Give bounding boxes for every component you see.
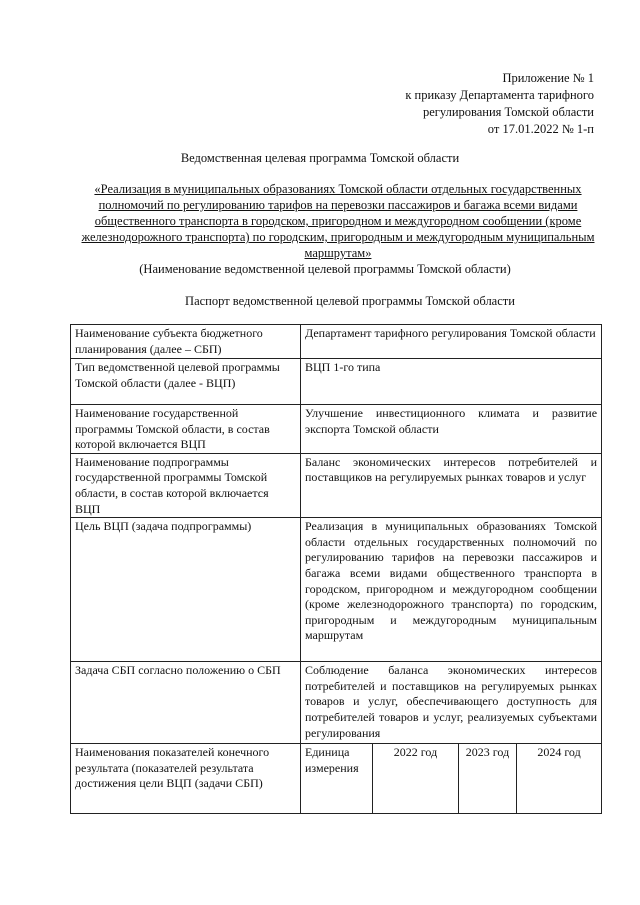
- table-row: [71, 662, 602, 744]
- appendix-line: регулирования Томской области: [422, 105, 594, 119]
- appendix-line: Приложение № 1: [502, 71, 594, 85]
- appendix-block: [405, 70, 594, 138]
- appendix-line: от 17.01.2022 № 1-п: [487, 122, 594, 136]
- table-row: [71, 518, 602, 662]
- passport-table: [70, 324, 602, 814]
- table-row: [71, 405, 602, 454]
- program-title: Ведомственная целевая программа Томской области: [180, 151, 460, 165]
- row-label: Задача СБП согласно положению о СБП: [71, 662, 301, 744]
- row-value: ВЦП 1-го типа: [301, 359, 602, 405]
- row-label: Цель ВЦП (задача подпрограммы): [71, 518, 301, 662]
- year-header-2022: 2022 год: [373, 744, 459, 814]
- indicators-label: Наименования показателей конечного результата (показателей результата достижения цели ВЦП (задачи СБП): [71, 744, 301, 814]
- row-label: Наименование подпрограммы государственной программы Томской области, в состав которой включается ВЦП: [71, 453, 301, 517]
- row-label: Наименование субъекта бюджетного планирования (далее – СБП): [71, 325, 301, 359]
- appendix-line: к приказу Департамента тарифного: [405, 88, 594, 102]
- row-value: Реализация в муниципальных образованиях Томской области отдельных государственных полномочий по регулированию тарифов на перевозки пассажиров и багажа всеми видами общественного транспорта в городском, пригородном и междугородном сообщении (кроме железнодорожного транспорта) по городским, пригородным и междугородным муниципальным маршрутам: [301, 518, 602, 662]
- table-row: [71, 359, 602, 405]
- row-value: Департамент тарифного регулирования Томской области: [301, 325, 602, 359]
- program-name-text: «Реализация в муниципальных образованиях Томской области отдельных государственных полномочий по регулированию тарифов на перевозки пассажиров и багажа всеми видами общественного транспорта в городском, пригородном и междугородном сообщении (кроме железнодорожного транспорта) по городским, пригородным и междугородным муниципальным маршрутам»: [81, 182, 595, 260]
- year-header-2024: 2024 год: [517, 744, 602, 814]
- row-value: Баланс экономических интересов потребителей и поставщиков на регулируемых рынках товаров и услуг: [301, 453, 602, 517]
- row-value: Соблюдение баланса экономических интересов потребителей и поставщиков на регулируемых рынках товаров и услуг, обеспечивающего доступность для потребителей товаров и услуг, реализуемых субъектами регулирования: [301, 662, 602, 744]
- table-row: [71, 453, 602, 517]
- passport-title: Паспорт ведомственной целевой программы Томской области: [185, 294, 515, 308]
- table-row: [71, 744, 602, 814]
- year-header-2023: 2023 год: [459, 744, 517, 814]
- program-name: [74, 181, 602, 261]
- row-label: Тип ведомственной целевой программы Томской области (далее - ВЦП): [71, 359, 301, 405]
- row-value: Улучшение инвестиционного климата и развитие экспорта Томской области: [301, 405, 602, 454]
- row-label: Наименование государственной программы Томской области, в состав которой включается ВЦП: [71, 405, 301, 454]
- unit-header: Единица измерения: [301, 744, 373, 814]
- program-caption: (Наименование ведомственной целевой программы Томской области): [139, 262, 511, 276]
- table-row: [71, 325, 602, 359]
